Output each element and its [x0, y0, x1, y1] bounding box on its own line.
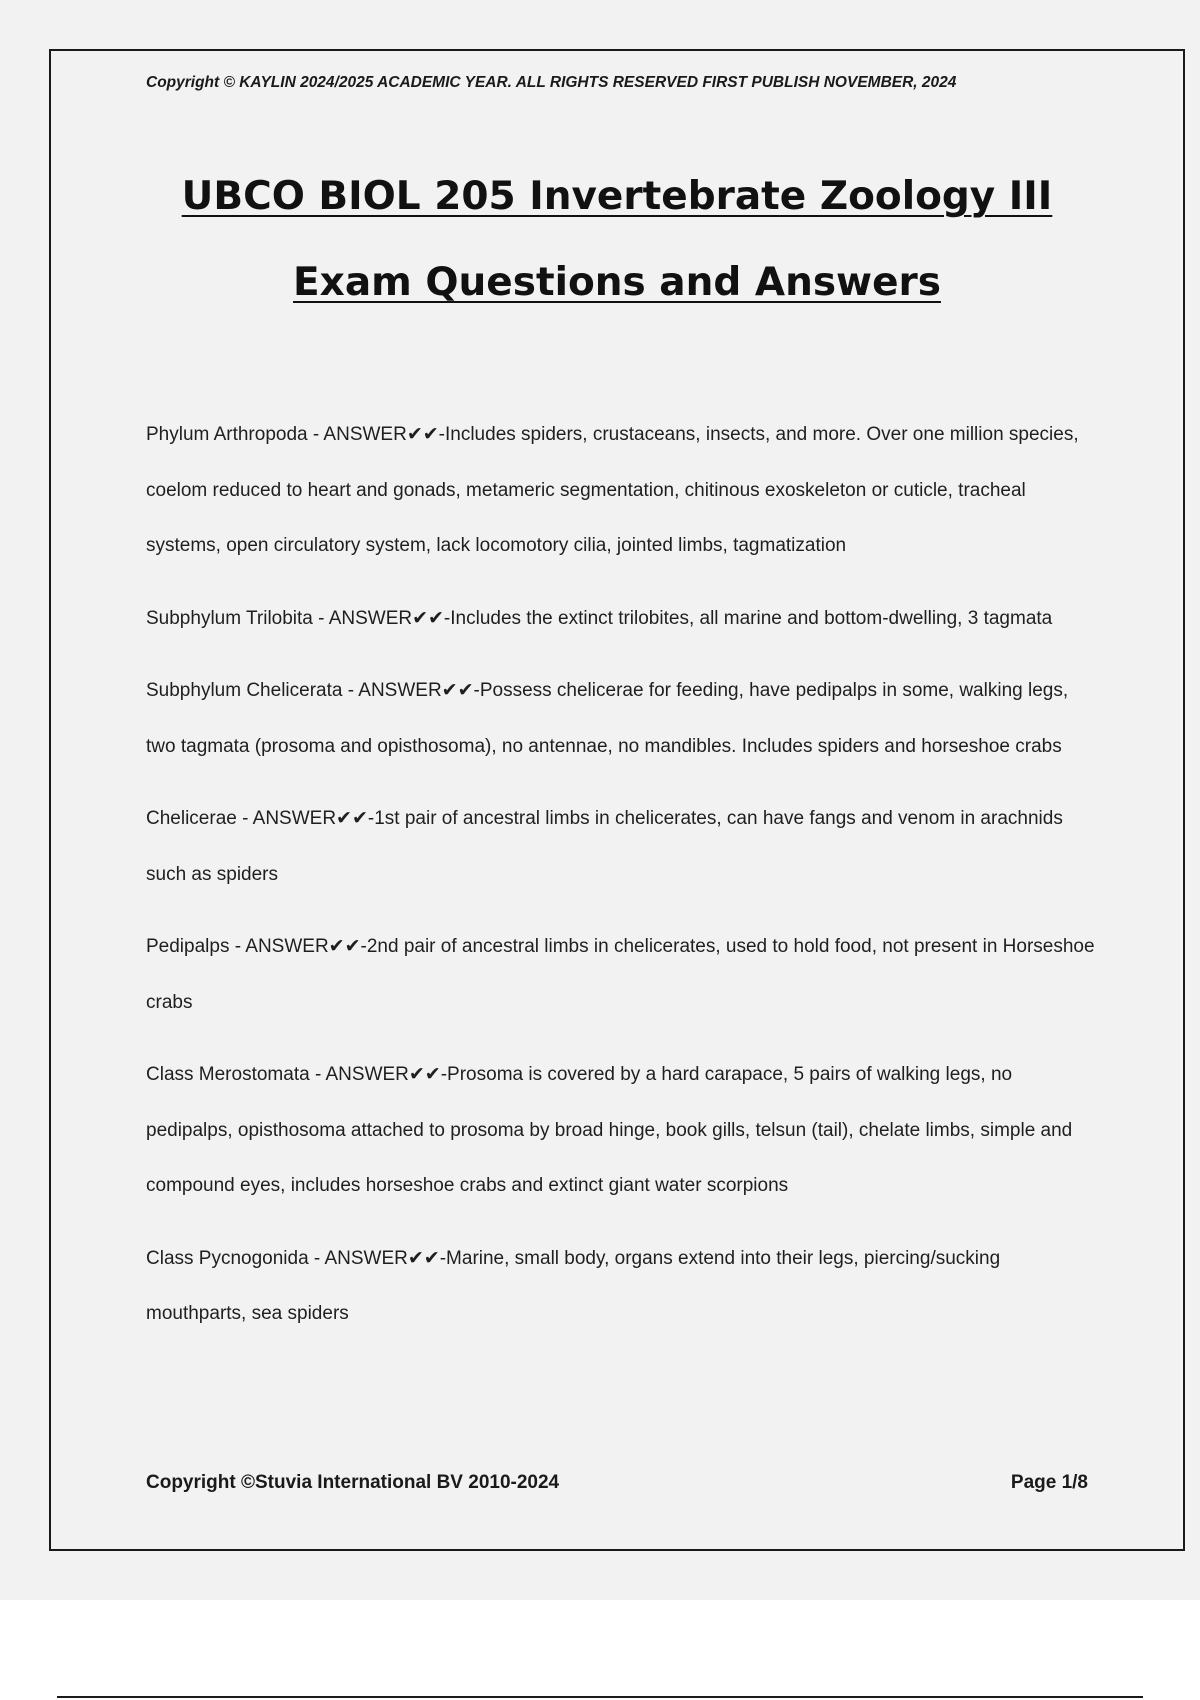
footer-copyright: Copyright ©Stuvia International BV 2010-2024 — [146, 1472, 560, 1493]
qa-item-subphylum-trilobita: Subphylum Trilobita - ANSWER✔✔-Includes the extinct trilobites, all marine and bottom-dwelling, 3 tagmata — [146, 607, 1053, 629]
page-number: Page 1/8 — [1010, 1472, 1088, 1493]
qa-item-subphylum-chelicerata: Subphylum Chelicerata - ANSWER✔✔-Possess chelicerae for feeding, have pedipalps in some, walking legs, two tagmata (prosoma and opisthosoma), no antennae, no mandibles. Includes spiders and horseshoe crabs — [146, 680, 1069, 757]
qa-item-pedipalps: Pedipalps - ANSWER✔✔-2nd pair of ancestral limbs in chelicerates, used to hold food, not present in Horseshoe crabs — [146, 936, 1095, 1013]
document-title-line-2: Exam Questions and Answers — [293, 260, 941, 305]
next-page-top-rule — [57, 1696, 1143, 1698]
qa-item-phylum-arthropoda: Phylum Arthropoda - ANSWER✔✔-Includes spiders, crustaceans, insects, and more. Over one million species, coelom reduced to heart and gonads, metameric segmentation, chitinous exoskeleton or cuticle, tracheal systems, open circulatory system, lack locomotory cilia, jointed limbs, tagmatization — [146, 424, 1079, 556]
question-answer-list — [146, 407, 1101, 1359]
qa-item-chelicerae: Chelicerae - ANSWER✔✔-1st pair of ancestral limbs in chelicerates, can have fangs and venom in arachnids such as spiders — [146, 808, 1063, 885]
qa-item-class-pycnogonida: Class Pycnogonida - ANSWER✔✔-Marine, small body, organs extend into their legs, piercing/sucking mouthparts, sea spiders — [146, 1247, 1001, 1324]
document-title-line-1: UBCO BIOL 205 Invertebrate Zoology III — [181, 174, 1053, 219]
qa-item-class-merostomata: Class Merostomata - ANSWER✔✔-Prosoma is covered by a hard carapace, 5 pairs of walking legs, no pedipalps, opisthosoma attached to prosoma by broad hinge, book gills, telsun (tail), chelate limbs, simple and compound eyes, includes horseshoe crabs and extinct giant water scorpions — [146, 1064, 1073, 1196]
header-copyright: Copyright © KAYLIN 2024/2025 ACADEMIC YEAR. ALL RIGHTS RESERVED FIRST PUBLISH NOVEMBER, 2024 — [146, 74, 957, 91]
